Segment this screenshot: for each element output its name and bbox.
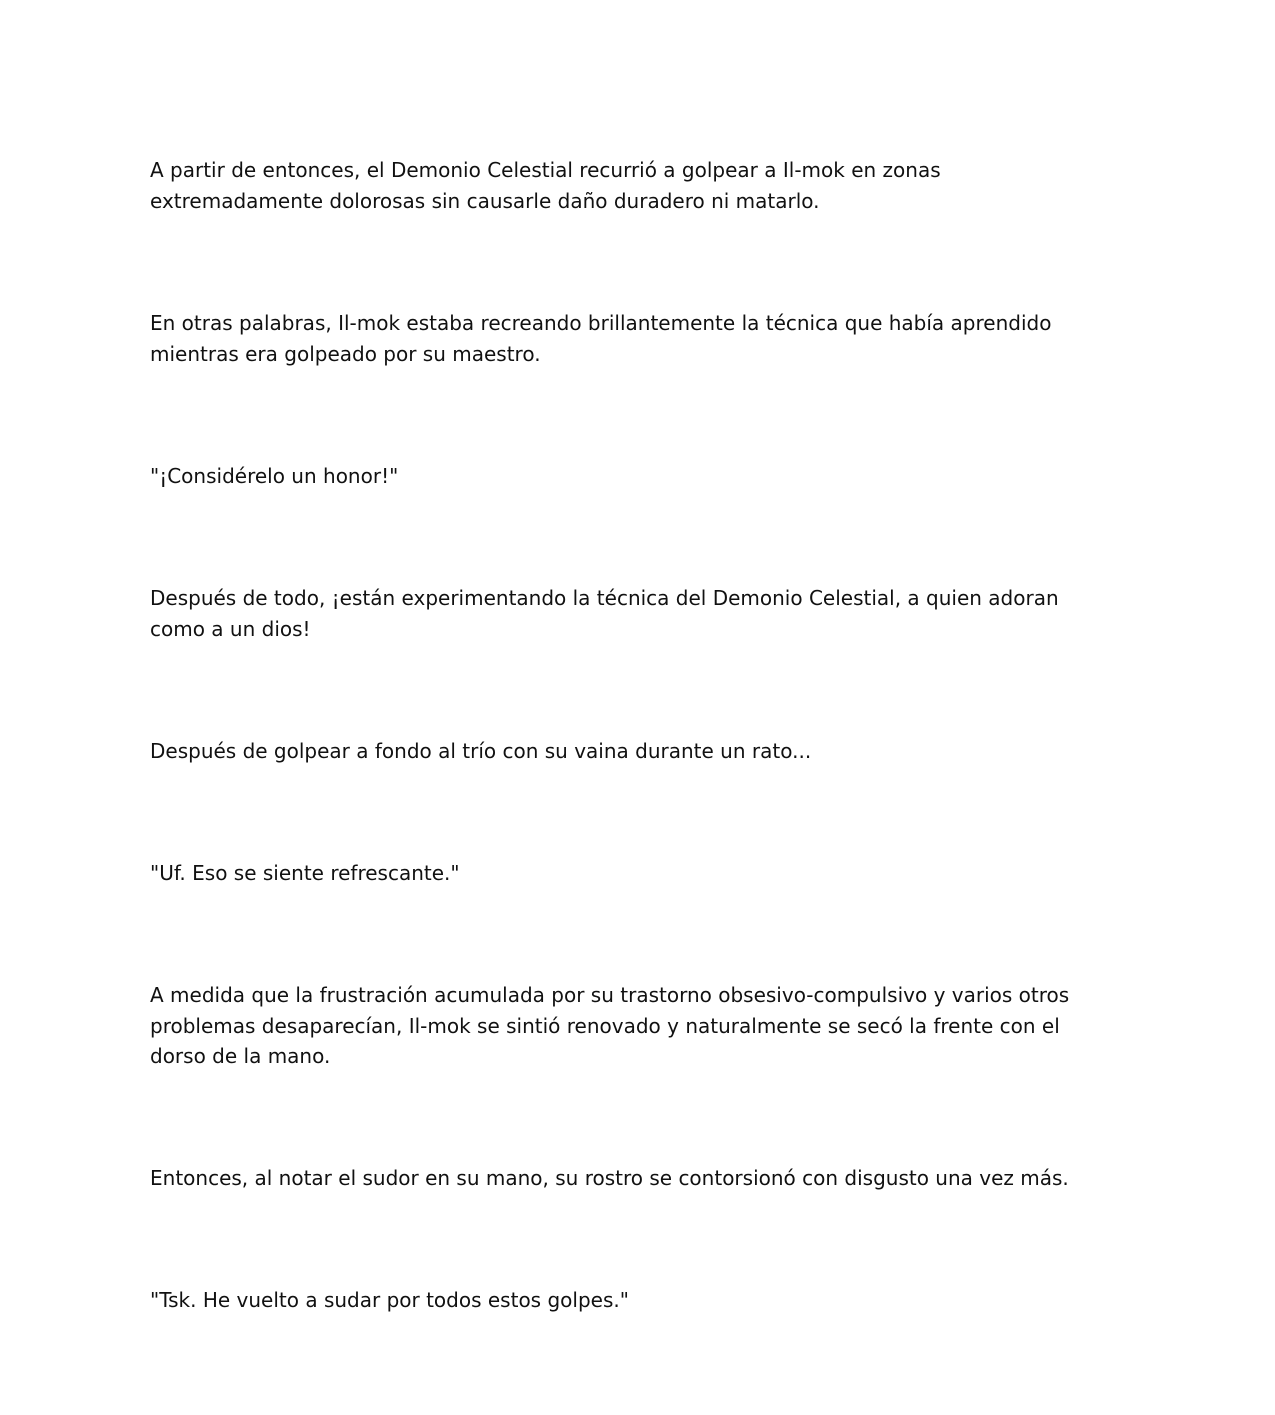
paragraph: A partir de entonces, el Demonio Celestial recurrió a golpear a Il-mok en zonas extremadamente dolorosas sin causarle daño duradero ni matarlo. (150, 158, 941, 213)
dialogue-line: "Tsk. He vuelto a sudar por todos estos golpes." (150, 1288, 629, 1312)
paragraph: Después de golpear a fondo al trío con su vaina durante un rato... (150, 739, 812, 763)
paragraph: Después de todo, ¡están experimentando la técnica del Demonio Celestial, a quien adoran como a un dios! (150, 586, 1059, 641)
paragraph: En otras palabras, Il-mok estaba recreando brillantemente la técnica que había aprendido mientras era golpeado por su maestro. (150, 311, 1052, 366)
paragraph: Entonces, al notar el sudor en su mano, su rostro se contorsionó con disgusto una vez más. (150, 1166, 1069, 1190)
dialogue-line: "Uf. Eso se siente refrescante." (150, 861, 460, 885)
dialogue-line: "¡Considérelo un honor!" (150, 464, 399, 488)
paragraph: A medida que la frustración acumulada por su trastorno obsesivo-compulsivo y varios otros problemas desaparecían, Il-mok se sintió renovado y naturalmente se secó la frente con el dorso de la mano. (150, 983, 1070, 1068)
